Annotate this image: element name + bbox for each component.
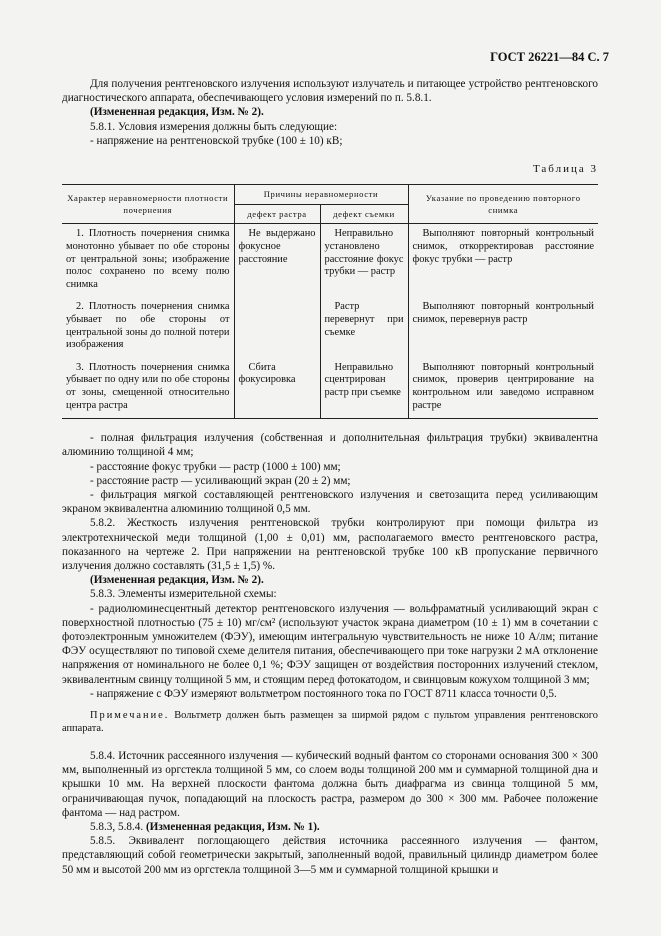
clause-5-8-2: 5.8.2. Жесткость излучения рентгеновской трубки контролируют при помощи фильтра из электротехнической меди толщиной (1,00 ± 0,01) мм, располагаемого вместо рентгеновского растра, показанного на чертеже 2. При напряжении на рентгеновской трубке 100 кВ пропускание первичного излучения должно составлять (31,5 ± 1,5) %. [62,517,598,572]
col-header-character: Характер неравномерности плотности почернения [62,185,234,224]
intro-paragraph: Для получения рентгеновского излучения используют излучатель и питающее устройство рентгеновского диагностического аппарата, обеспечивающего условия измерений по п. 5.8.1. [62,78,598,105]
note [62,709,598,735]
bullet-distance-focus-raster: - расстояние фокус трубки — растр (1000 ± 100) мм; [90,460,341,473]
table-row [62,224,598,297]
clause-5-8-3: 5.8.3. Элементы измерительной схемы: [90,588,277,601]
row1-character: 1. Плотность почернения снимка монотонно убывает по обе стороны от центральной зоны; изображение полос сохранено по всему полю снимка [62,224,234,297]
bullet-voltage: - напряжение на рентгеновской трубке (100 ± 10) кВ; [90,134,343,147]
edit-note-3-text: (Измененная редакция, Изм. № 1). [143,821,320,833]
col-header-causes: Причины неравномерности [234,185,408,205]
bullet-soft-filtration: - фильтрация мягкой составляющей рентгеновского излучения и светозащита перед усиливающим экраном эквивалентна алюминию толщиной 0,5 мм. [62,488,598,516]
edit-note-3-numbers: 5.8.3, 5.8.4. [90,821,144,833]
col-header-raster-defect: дефект растра [234,204,320,224]
nonuniformity-table [62,184,598,419]
col-header-shot-defect: дефект съемки [320,204,408,224]
row2-instruction: Выполняют повторный контрольный снимок, перевернув растр [412,301,594,325]
row1-instruction: Выполняют повторный контрольный снимок, откорректировав расстояние фокус трубки — растр [412,228,594,265]
row2-shot-defect: Растр перевернут при съемке [320,297,408,357]
note-label: Примечание. [90,709,170,721]
row2-character: 2. Плотность почернения снимка убывает по обе стороны от центральной зоны до полной потери изображения [62,297,234,357]
row2-raster-defect [234,297,320,357]
bullet-detector: - радиолюминесцентный детектор рентгеновского излучения — вольфраматный усиливающий экран с поверхностной плотностью (75 ± 10) мг/см² (используют участок экрана диаметром (10 ± 1) мм в сочетании с фотоэлектронным умножителем (ФЭУ), имеющим интегральную чувствительность не ниже 10 А/лм; питание ФЭУ осуществляют по типовой схеме делителя питания, обеспечивающего при токе нагрузки 2 мА отклонение напряжения от номинального не более 0,1 %; ФЭУ защищен от воздействия посторонних излучений стеклом, эквивалентным свинцу толщиной 5 мм, и стоящим перед фотокатодом, и свинцовым кожухом толщиной 3 мм; [62,602,598,686]
clause-5-8-5: 5.8.5. Эквивалент поглощающего действия источника рассеянного излучения — фантом, представляющий собой геометрически закрытый, заполненный водой, правильный цилиндр диаметром более 50 мм и высотой 200 мм из оргстекла толщиной 3—5 мм и суммарной толщиной крышки и [62,835,598,876]
row3-shot-defect: Неправильно сцентрирован растр при съемке [320,358,408,419]
page-header: ГОСТ 26221—84 С. 7 [490,50,609,64]
edit-note-1: (Измененная редакция, Изм. № 2). [90,106,264,119]
bullet-voltmeter: - напряжение с ФЭУ измеряют вольтметром постоянного тока по ГОСТ 8711 класса точности 0,5. [90,687,557,700]
edit-note-3 [62,820,598,834]
document-body [62,77,598,877]
bullet-filtration: - полная фильтрация излучения (собственная и дополнительная фильтрация трубки) эквивалентна алюминию толщиной 4 мм; [62,432,598,459]
edit-note-2: (Измененная редакция, Изм. № 2). [90,574,264,587]
table-row [62,297,598,357]
row1-shot-defect: Неправильно установлено расстояние фокус трубки — растр [320,224,408,297]
row3-raster-defect: Сбита фокусировка [234,358,320,419]
table-caption: Таблица 3 [532,163,598,176]
clause-5-8-1: 5.8.1. Условия измерения должны быть следующие: [90,120,338,133]
bullet-distance-raster-screen: - расстояние растр — усиливающий экран (20 ± 2) мм; [90,474,351,487]
table-row [62,358,598,419]
col-header-instruction: Указание по проведению повторного снимка [408,185,598,224]
row1-raster-defect: Не выдержано фокусное расстояние [234,224,320,297]
clause-5-8-4: 5.8.4. Источник рассеянного излучения — кубический водный фантом со сторонами основания 300 × 300 мм, выполненный из оргстекла толщиной 5 мм, со слоем воды толщиной 200 мм и суммарной толщиной дна и крышки 10 мм. На верхней плоскости фантома должна быть диафрагма из свинца толщиной 5 мм, ограничивающая пучок, попадающий на плоскость растра, размером до 300 × 300 мм. Рабочее положение фантома — над растром. [62,749,598,819]
row3-instruction: Выполняют повторный контрольный снимок, проверив центрирование на контрольном или заведомо исправном растре [408,358,598,419]
row3-character: 3. Плотность почернения снимка убывает по одну или по обе стороны от зоны, смещенной относительно центра растра [62,358,234,419]
note-text: Вольтметр должен быть размещен за ширмой рядом с пультом управления рентгеновского аппарата. [62,709,598,734]
